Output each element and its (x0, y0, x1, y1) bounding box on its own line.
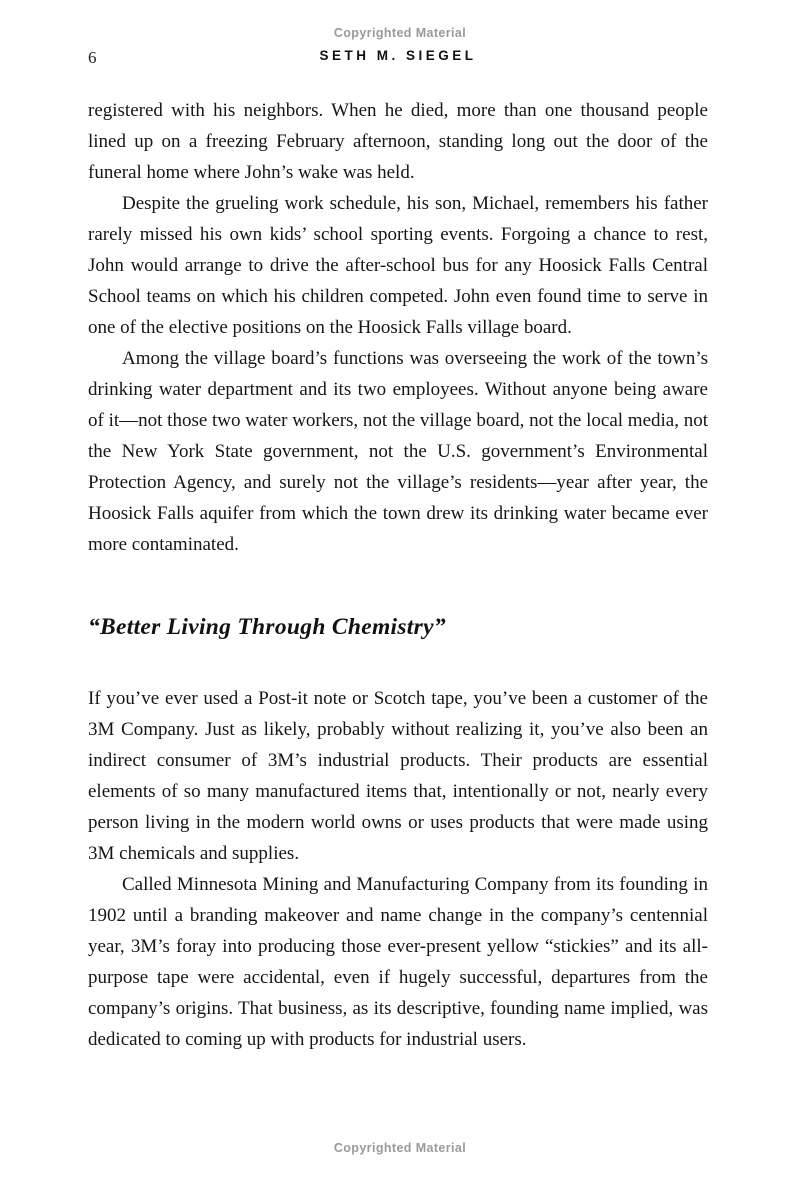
paragraph: Among the village board’s functions was overseeing the work of the town’s drinking water department and its two employees. Without anyone being aware of it—not those two water workers, not the village board, not the local media, not the New York State government, not the U.S. government’s Environmental Protection Agency, and surely not the village’s residents—year after year, the Hoosick Falls aquifer from which the town drew its drinking water became ever more contaminated. (88, 348, 708, 555)
paragraph: If you’ve ever used a Post-it note or Scotch tape, you’ve been a customer of the 3M Company. Just as likely, probably without realizing it, you’ve also been an indirect consumer of 3M’s industrial products. Their products are essential elements of so many manufactured items that, intentionally or not, nearly every person living in the modern world owns or uses products that were made using 3M chemicals and supplies. (88, 688, 708, 864)
paragraph: registered with his neighbors. When he died, more than one thousand people lined up on a freezing February afternoon, standing long out the door of the funeral home where John’s wake was held. (88, 100, 708, 183)
body-text (88, 95, 708, 1055)
paragraph: Called Minnesota Mining and Manufacturing Company from its founding in 1902 until a branding makeover and name change in the company’s centennial year, 3M’s foray into producing those ever-present yellow “stickies” and its all-purpose tape were accidental, even if hugely successful, departures from the company’s origins. That business, as its descriptive, founding name implied, was dedicated to coming up with products for industrial users. (88, 874, 708, 1050)
copyright-notice-top: Copyrighted Material (333, 26, 467, 40)
page-header (88, 47, 708, 65)
running-header-author: SETH M. SIEGEL (319, 48, 477, 63)
copyright-notice-bottom: Copyrighted Material (333, 1141, 467, 1155)
page-number: 6 (88, 48, 97, 67)
section-heading: “Better Living Through Chemistry” (88, 614, 446, 640)
paragraph: Despite the grueling work schedule, his son, Michael, remembers his father rarely missed his own kids’ school sporting events. Forgoing a chance to rest, John would arrange to drive the after-school bus for any Hoosick Falls Central School teams on which his children competed. John even found time to serve in one of the elective positions on the Hoosick Falls village board. (88, 193, 708, 338)
